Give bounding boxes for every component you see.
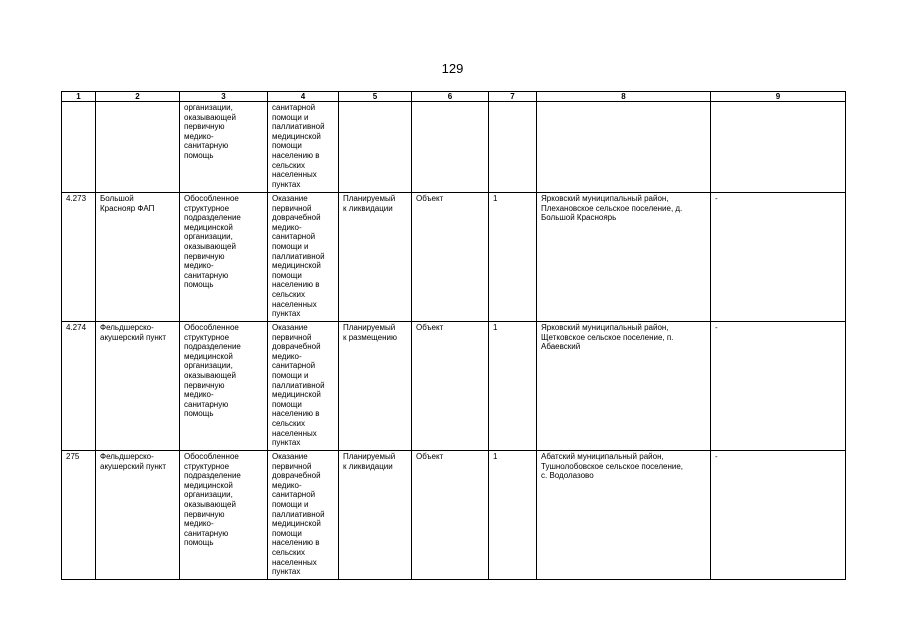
cell-text: организации, оказывающей первичную медико- санитарную помощь: [184, 103, 236, 160]
table-cell: [489, 451, 537, 580]
table-cell: [96, 193, 180, 322]
table-row: [62, 451, 846, 580]
column-header: 5: [339, 92, 412, 102]
cell-text: 1: [493, 452, 498, 461]
cell-text: Объект: [416, 452, 444, 461]
cell-text: Объект: [416, 323, 444, 332]
table-row: [62, 102, 846, 193]
cell-text: Планируемый к ликвидации: [343, 452, 396, 471]
table-cell: [489, 102, 537, 193]
table-cell: [711, 451, 846, 580]
column-header: 9: [711, 92, 846, 102]
table-cell: [412, 193, 489, 322]
table-cell: [96, 102, 180, 193]
table-cell: [711, 322, 846, 451]
table-cell: [412, 322, 489, 451]
table-cell: [339, 451, 412, 580]
table-cell: [489, 322, 537, 451]
table-cell: [62, 451, 96, 580]
table-cell: [180, 193, 268, 322]
cell-text: Оказание первичной доврачебной медико- санитарной помощи и паллиативной медицинской помощи населению в сельских населенных пунктах: [272, 452, 325, 577]
cell-text: Абатский муниципальный район, Тушнолобовское сельское поселение, с. Водолазово: [541, 452, 684, 481]
cell-text: 1: [493, 194, 498, 203]
cell-text: Фельдшерско- акушерский пункт: [100, 452, 167, 471]
cell-text: 1: [493, 323, 498, 332]
table-cell: [339, 102, 412, 193]
table-cell: [711, 193, 846, 322]
table-cell: [537, 193, 711, 322]
table-cell: [537, 451, 711, 580]
cell-text: Фельдшерско- акушерский пункт: [100, 323, 167, 342]
cell-text: Обособленное структурное подразделение медицинской организации, оказывающей первичную медико- санитарную помощь: [184, 323, 241, 419]
cell-text: санитарной помощи и паллиативной медицинской помощи населению в сельских населенных пунктах: [272, 103, 325, 189]
cell-text: -: [715, 323, 718, 332]
cell-text: 275: [66, 452, 80, 461]
page-number: 129: [441, 61, 464, 76]
column-header: 4: [268, 92, 339, 102]
column-header: 3: [180, 92, 268, 102]
table-cell: [489, 193, 537, 322]
table-cell: [268, 322, 339, 451]
table-cell: [180, 102, 268, 193]
table-cell: [96, 322, 180, 451]
cell-text: Ярковский муниципальный район, Плехановское сельское поселение, д. Большой Красноярь: [541, 194, 683, 223]
table-cell: [339, 322, 412, 451]
cell-text: Планируемый к ликвидации: [343, 194, 396, 213]
table-cell: [412, 102, 489, 193]
table-cell: [62, 322, 96, 451]
table-cell: [412, 451, 489, 580]
column-header: 6: [412, 92, 489, 102]
column-header: 7: [489, 92, 537, 102]
table-cell: [180, 322, 268, 451]
column-header: 1: [62, 92, 96, 102]
cell-text: Обособленное структурное подразделение медицинской организации, оказывающей первичную медико- санитарную помощь: [184, 452, 241, 548]
column-header: 8: [537, 92, 711, 102]
table-cell: [537, 322, 711, 451]
cell-text: -: [715, 452, 718, 461]
table-cell: [96, 451, 180, 580]
table-header-row: [62, 92, 846, 102]
cell-text: Оказание первичной доврачебной медико- санитарной помощи и паллиативной медицинской помощи населению в сельских населенных пунктах: [272, 194, 325, 319]
cell-text: 4.274: [66, 323, 87, 332]
cell-text: Ярковский муниципальный район, Щетковское сельское поселение, п. Абаевский: [541, 323, 674, 352]
cell-text: 4.273: [66, 194, 87, 203]
document-table: [61, 91, 846, 580]
table-cell: [537, 102, 711, 193]
cell-text: Объект: [416, 194, 444, 203]
table-cell: [268, 451, 339, 580]
cell-text: -: [715, 194, 718, 203]
table-cell: [62, 193, 96, 322]
cell-text: Обособленное структурное подразделение медицинской организации, оказывающей первичную медико- санитарную помощь: [184, 194, 241, 290]
table-row: [62, 193, 846, 322]
table-cell: [268, 102, 339, 193]
table-cell: [339, 193, 412, 322]
table-cell: [180, 451, 268, 580]
table-cell: [711, 102, 846, 193]
table-cell: [268, 193, 339, 322]
table-cell: [62, 102, 96, 193]
column-header: 2: [96, 92, 180, 102]
cell-text: Оказание первичной доврачебной медико- санитарной помощи и паллиативной медицинской помощи населению в сельских населенных пунктах: [272, 323, 325, 448]
cell-text: Большой Краснояр ФАП: [100, 194, 155, 213]
cell-text: Планируемый к размещению: [343, 323, 397, 342]
table-row: [62, 322, 846, 451]
